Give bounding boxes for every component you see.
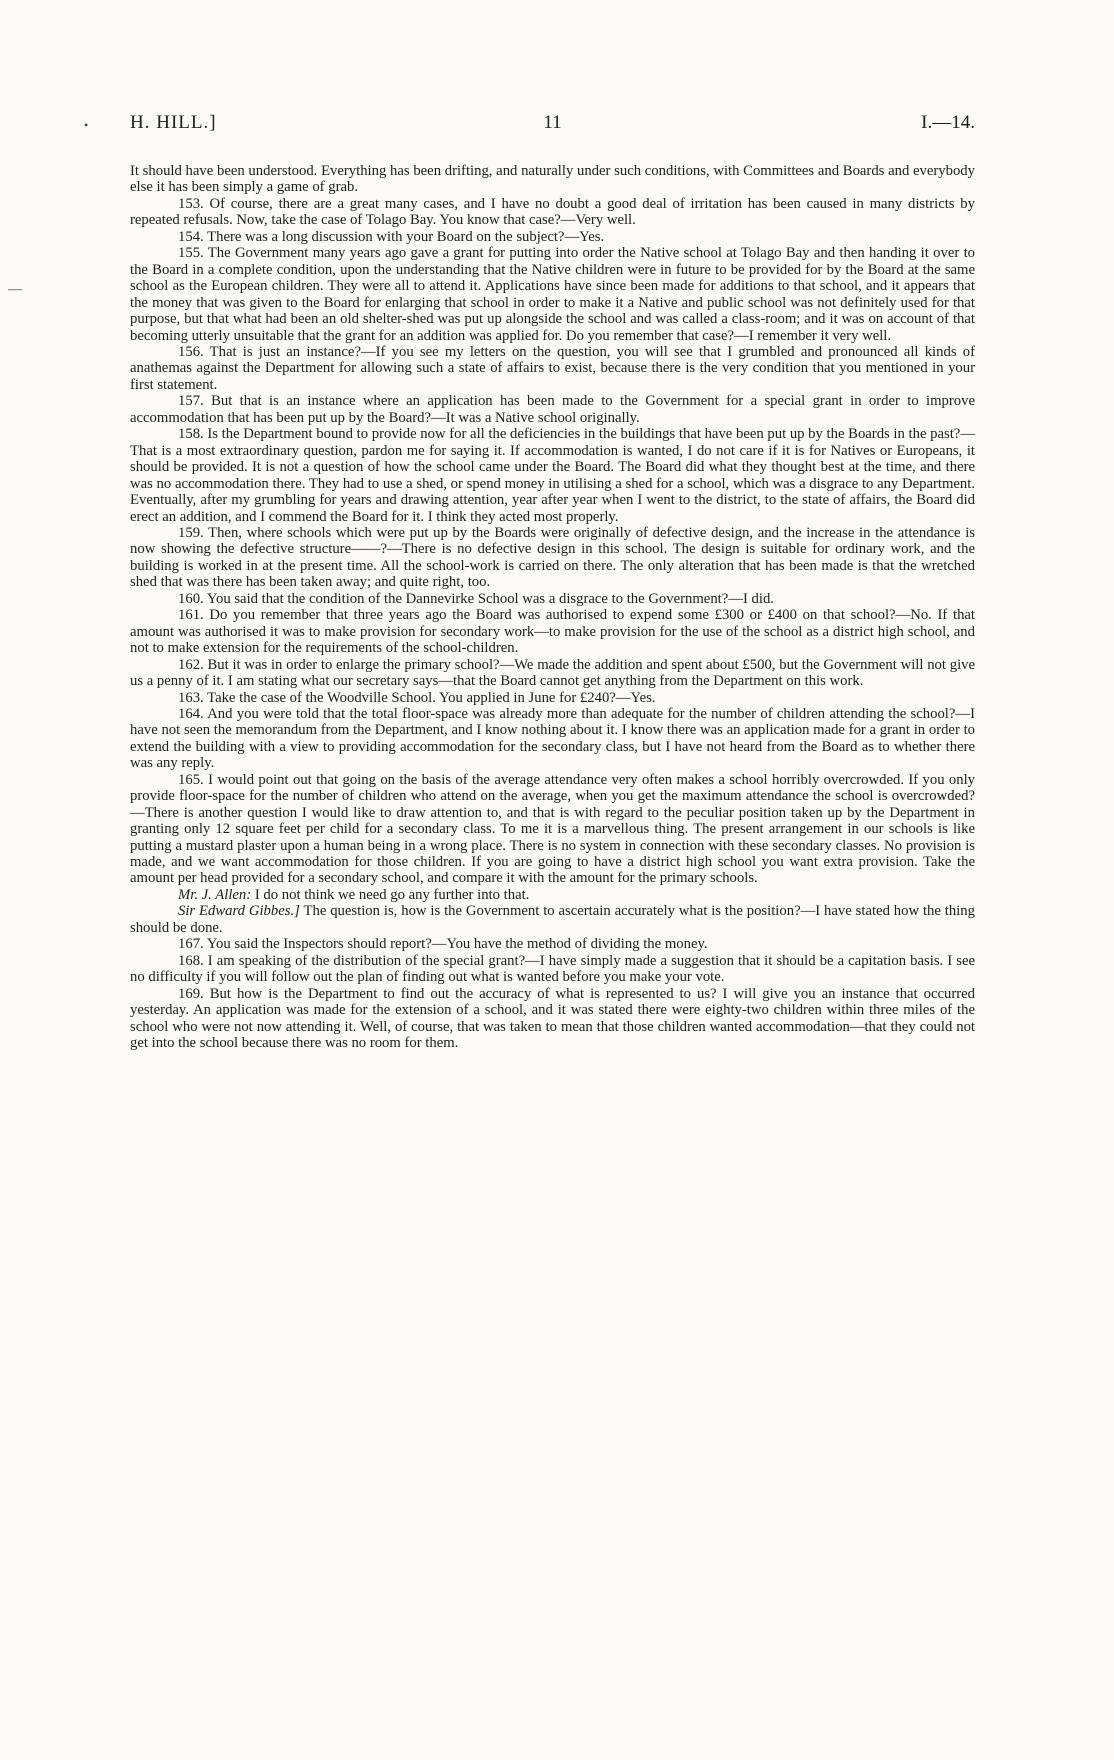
paragraph-text: But that is an instance where an application has been made to the Government for a special grant in order to improve accommodation that has been put up by the Board?—It was a Native school originally. (130, 393, 976, 426)
question-number: 165. (178, 771, 204, 788)
paragraph-text: The Government many years ago gave a grant for putting into order the Native school at Tolago Bay and then handing it over to the Board in a complete condition, upon the understanding that the Native children were in future to be provided for by the Board at the same school as the European children. They were all to attend it. Applications have since been made for additions to that school, and it appears that the money that was given to the Board for enlarging that school in order to make it a Native and public school was not definitely used for that purpose, but that what had been an old shelter-shed was put up alongside the school and was called a class-room; and it was on account of that becoming utterly unsuitable that the grant for an addition was applied for. Do you remember that case?—I remember it very well. (130, 245, 975, 344)
paragraph-text: But it was in order to enlarge the primary school?—We made the addition and spent about £500, but the Government will not give us a penny of it. I am stating what our secretary says—that the Board cannot get anything from the Department on this work. (130, 656, 976, 690)
question-number: 167. (178, 936, 204, 953)
paragraph-text: I am speaking of the distribution of the special grant?—I have simply made a suggestion that it should be a capitation basis. I see no difficulty if you will follow out the plan of finding out what is wanted before you make your vote. (130, 952, 976, 986)
margin-dot-mark: • (84, 118, 89, 132)
margin-dash-mark: — (8, 282, 22, 297)
paragraph (130, 657, 975, 690)
paragraph (130, 986, 975, 1052)
question-number: 156. (178, 343, 204, 360)
paragraph-text: You said that the condition of the Dannevirke School was a disgrace to the Government?—I did. (206, 590, 774, 607)
paragraph (130, 953, 975, 986)
paragraph-text: The question is, how is the Government to ascertain accurately what is the position?—I have stated how the thing should be done. (130, 903, 975, 936)
paragraph-text: You said the Inspectors should report?—You have the method of dividing the money. (206, 936, 708, 953)
paragraph-text: Is the Department bound to provide now for all the deficiencies in the buildings that have been put up by the Boards in the past?—That is a most extraordinary question, pardon me for saying it. If accommodation is wanted, I do not care if it is for Natives or Europeans, it should be provided. It is not a question of how the school came under the Board. The Board did what they thought best at the time, and there was no accommodation there. They had to use a shed, or spend money in utilising a shed for a school, which was a disgrace to any Department. Eventually, after my grumbling for years and drawing attention, year after year when I went to the district, to the state of affairs, the Board did erect an addition, and I commend the Board for it. I think they acted most properly. (130, 426, 976, 525)
paragraph (130, 525, 975, 591)
paragraph-text: There was a long discussion with your Board on the subject?—Yes. (207, 228, 605, 245)
paragraph (130, 936, 975, 952)
question-number: 158. (178, 426, 204, 443)
paragraph (130, 196, 975, 229)
paragraph-text: Of course, there are a great many cases, and I have no doubt a good deal of irritation has been caused in many districts by repeated refusals. Now, take the case of Tolago Bay. You know that case?—Very well. (130, 195, 975, 229)
paragraph (130, 229, 975, 245)
question-number: 159. (178, 524, 204, 541)
paragraph (130, 903, 975, 936)
question-number: 168. (178, 952, 204, 969)
question-number: 161. (178, 607, 204, 624)
paragraph (130, 344, 975, 393)
paragraph-text: Do you remember that three years ago the Board was authorised to expend some £300 or £400 on that school?—No. If that amount was authorised it was to make provision for secondary work—to make provision for the use of the school as a district high school, and not to make extension for the requirements of the school-children. (130, 607, 976, 657)
paragraph (130, 163, 975, 196)
header-paper-reference: I.—14. (921, 112, 975, 133)
question-number: 169. (178, 985, 204, 1002)
paragraph (130, 607, 975, 656)
question-number: 164. (178, 705, 204, 722)
paragraph-text: That is just an instance?—If you see my letters on the question, you will see that I grumbled and pronounced all kinds of anathemas against the Department for allowing such a state of affairs to exist, because there is the very condition that you mentioned in your first statement. (130, 343, 975, 393)
speaker-name: Mr. J. Allen: (178, 886, 252, 903)
speaker-name: Sir Edward Gibbes.] (178, 903, 300, 920)
paragraph (130, 772, 975, 887)
paragraph-text: It should have been understood. Everything has been drifting, and naturally under such conditions, with Committees and Boards and everybody else it has been simply a game of grab. (130, 163, 975, 196)
paragraph-text: But how is the Department to find out the accuracy of what is represented to us? I will give you an instance that occurred yesterday. An application was made for the extension of a school, and it was stated there were eighty-two children within three miles of the school who were not now attending it. Well, of course, that was taken to mean that those children wanted accommodation—that they could not get into the school because there was no room for them. (130, 985, 976, 1052)
paragraph (130, 887, 975, 903)
paragraph (130, 393, 975, 426)
paragraph (130, 690, 975, 706)
header-page-number: 11 (543, 112, 562, 133)
question-number: 163. (178, 689, 204, 706)
question-number: 155. (178, 245, 204, 262)
paragraph-text: I would point out that going on the basis of the average attendance very often makes a school horribly overcrowded. If you only provide floor-space for the number of children who attend on the average, when you get the maximum attendance the school is overcrowded?—There is another question I would like to draw attention to, and that is with regard to the peculiar position taken up by the Department in granting only 12 square feet per child for a secondary class. To me it is a marvellous thing. The present arrangement in our schools is like putting a mustard plaster upon a human being in a wrong place. There is no system in connection with these secondary classes. No provision is made, and we want accommodation for those children. If you are going to have a district high school you want extra provision. Take the amount per head provided for a secondary school, and compare it with the amount for the primary schools. (130, 771, 976, 887)
question-number: 160. (178, 590, 204, 607)
paragraph (130, 591, 975, 607)
testimony-text (130, 163, 975, 1051)
paragraph (130, 426, 975, 525)
question-number: 162. (178, 656, 204, 673)
question-number: 154. (178, 228, 204, 245)
paragraph-text: Then, where schools which were put up by the Boards were originally of defective design, and the increase in the attendance is now showing the defective structure——?—There is no defective design in this school. The design is suitable for ordinary work, and the building is worked in at the present time. All the school-work is carried on there. The only alteration that has been made is that the wretched shed that was there has been taken away; and quite right, too. (130, 524, 975, 591)
paragraph-text: And you were told that the total floor-space was already more than adequate for the number of children attending the school?—I have not seen the memorandum from the Department, and I know nothing about it. I know there was an application made for a grant in order to extend the building with a view to providing accommodation for the secondary class, but I have not heard from the Board as to whether there was any reply. (130, 705, 975, 772)
paragraph (130, 706, 975, 772)
paragraph (130, 245, 975, 344)
question-number: 157. (178, 393, 204, 410)
paragraph-text: I do not think we need go any further into that. (254, 886, 530, 903)
page-header (130, 112, 975, 140)
header-witness: H. HILL.] (130, 112, 217, 133)
paragraph-text: Take the case of the Woodville School. You applied in June for £240?—Yes. (207, 689, 656, 706)
question-number: 153. (178, 195, 204, 212)
